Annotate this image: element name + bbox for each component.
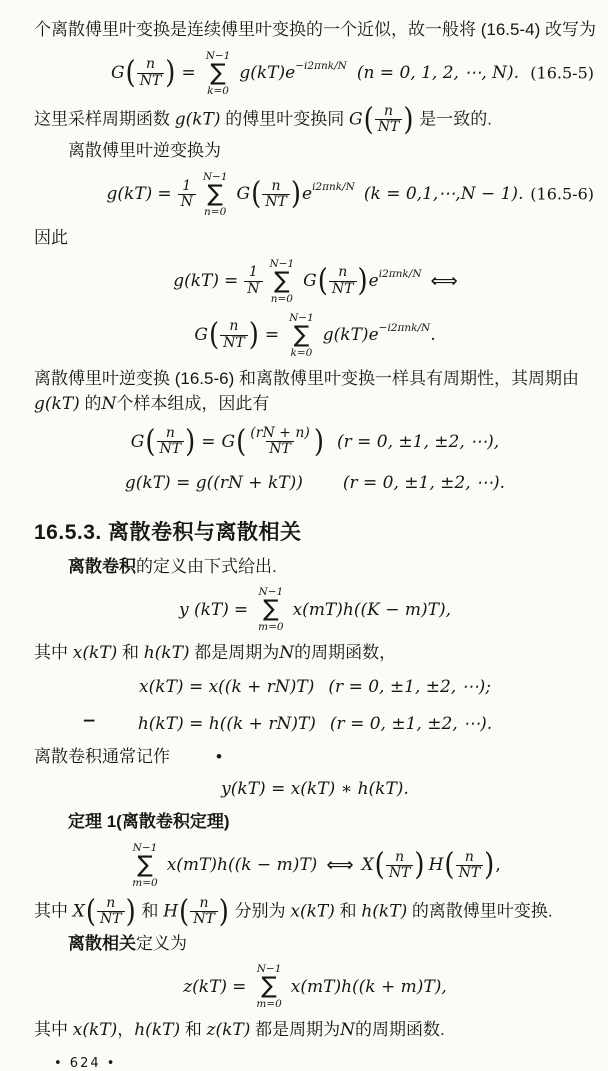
sigma-symbol: ∑	[137, 851, 153, 878]
paragraph-sampling-note	[34, 101, 596, 138]
sum-upper-limit: N−1	[256, 963, 282, 976]
sigma-symbol: ∑	[207, 180, 223, 207]
close-paren: )	[484, 847, 495, 884]
text-run: 离散卷积通常记作	[34, 746, 170, 766]
equation-correlation-def	[34, 963, 596, 1010]
math-run: e	[368, 271, 379, 292]
fraction-denominator: NT	[456, 865, 484, 881]
fraction-stack	[220, 319, 248, 351]
fraction	[235, 423, 325, 460]
term-bold: 离散卷积	[68, 556, 136, 576]
math-run: (k = 0,1,⋯,N − 1).	[363, 184, 524, 205]
equation-body	[125, 473, 505, 493]
summation-sigma	[132, 842, 157, 889]
close-paren: )	[357, 263, 368, 300]
fraction-stack	[137, 57, 165, 89]
fraction	[244, 265, 262, 297]
equation-convolution-theorem	[34, 842, 596, 889]
sum-lower-limit: k=0	[207, 84, 229, 97]
fraction-denominator: N	[178, 194, 196, 210]
fraction-stack	[329, 265, 357, 297]
math-run: x(kT) = x((k + rN)T)	[139, 676, 315, 697]
math-run: (n = 0, 1, 2, ⋯, N).	[356, 63, 520, 84]
term-bold: 离散相关	[68, 933, 136, 953]
open-paren: (	[236, 423, 247, 460]
math-run: h(kT) = h((k + rN)T)	[137, 713, 316, 734]
fraction-numerator: n	[165, 424, 175, 441]
math-run: N	[101, 394, 117, 415]
open-paren: (	[317, 263, 328, 300]
math-run: G	[110, 63, 125, 84]
sum-lower-limit: m=0	[256, 998, 282, 1011]
text-run: •	[216, 746, 222, 766]
fraction	[85, 893, 137, 930]
text-run: 和	[117, 643, 144, 663]
math-run: x(kT)	[72, 1020, 118, 1041]
sum-lower-limit: n=0	[204, 205, 227, 218]
sigma-symbol: ∑	[263, 596, 279, 623]
close-paren: )	[403, 101, 414, 138]
math-operator: =	[264, 325, 280, 346]
equation-16-5-5	[34, 50, 596, 97]
open-paren: (	[125, 55, 136, 92]
open-paren: (	[444, 847, 455, 884]
math-run: g(kT) = g((rN + kT))	[124, 472, 303, 493]
equation-h-periodic	[34, 707, 596, 741]
equation-body	[130, 423, 500, 460]
sum-upper-limit: N−1	[205, 49, 231, 62]
fraction	[208, 317, 260, 354]
open-paren: (	[145, 423, 156, 460]
text-run: 是一致的.	[414, 109, 492, 128]
math-run: (r = 0, ±1, ±2, ⋯).	[342, 472, 506, 493]
close-paren: )	[185, 423, 196, 460]
math-run: x(mT)h((K − m)T),	[292, 599, 451, 620]
math-operator: =	[233, 599, 249, 620]
fraction-denominator: NT	[137, 73, 165, 89]
summation-sigma	[270, 258, 295, 305]
text-run: 的	[79, 394, 102, 414]
text-run: 这里采样周期函数	[34, 109, 175, 128]
page-number: • 624 •	[54, 1055, 117, 1071]
sum-lower-limit: k=0	[290, 346, 313, 359]
math-run: y (kT)	[178, 599, 229, 620]
superscript-exponent: i2πnk/N	[312, 181, 355, 194]
math-run: y(kT) = x(kT) ∗ h(kT).	[221, 779, 409, 800]
math-run: x(kT)	[72, 643, 118, 664]
equation-pair-inverse	[34, 312, 596, 359]
paragraph-correlation-periodic-note	[34, 1017, 596, 1044]
superscript-exponent: i2πnk/N	[378, 268, 422, 281]
fraction-numerator: 1	[248, 264, 258, 281]
math-run: x(kT)	[290, 901, 335, 922]
text-run: 和	[136, 901, 164, 921]
sum-lower-limit: n=0	[270, 292, 293, 305]
sum-lower-limit: m=0	[132, 876, 158, 889]
equation-body	[107, 171, 524, 218]
summation-sigma	[289, 312, 314, 359]
math-run: (r = 0, ±1, ±2, ⋯);	[328, 676, 491, 697]
close-paren: )	[248, 317, 259, 354]
sigma-symbol: ∑	[293, 321, 310, 348]
sum-lower-limit: m=0	[258, 621, 284, 634]
equation-body	[179, 586, 451, 633]
math-run: z(kT)	[183, 976, 228, 997]
equation-body	[138, 714, 492, 734]
paragraph-correlation-def-intro	[34, 931, 596, 957]
summation-sigma	[206, 50, 231, 97]
math-run: N	[279, 643, 295, 664]
fraction	[144, 423, 196, 460]
fraction-denominator: NT	[157, 441, 185, 457]
fraction-stack	[386, 850, 414, 882]
math-run: z(kT)	[206, 1020, 251, 1041]
superscript-exponent: −i2πnk/N	[295, 60, 347, 73]
fraction-numerator: (rN + n)	[250, 424, 310, 441]
equivalence-arrow-icon: ⟺	[326, 854, 353, 877]
math-run: G	[221, 431, 236, 452]
math-run: g(kT)	[106, 184, 153, 205]
fraction-numerator: n	[384, 102, 394, 119]
math-run: G	[348, 109, 363, 129]
fraction-denominator: NT	[266, 441, 294, 457]
math-run: G	[130, 431, 145, 452]
math-run: g(kT)	[34, 394, 80, 415]
fraction-denominator: NT	[262, 194, 290, 210]
equation-convolution-notation	[34, 772, 596, 806]
paragraph-dft-pair-note	[34, 893, 596, 930]
open-paren: (	[85, 893, 96, 930]
text-run: 离散傅里叶逆变换 (16.5-6) 和离散傅里叶变换一样具有周期性，其周期由	[34, 368, 579, 388]
sum-upper-limit: N−1	[269, 257, 295, 270]
paragraph-inverse-dft-intro: 离散傅里叶逆变换为	[68, 141, 221, 161]
text-run: 其中	[34, 1020, 73, 1040]
text-run: 的定义由下式给出.	[136, 556, 277, 576]
paragraph-therefore: 因此	[34, 228, 68, 248]
text-run: 和	[334, 901, 362, 921]
close-paren: )	[125, 893, 136, 930]
open-paren: (	[363, 101, 374, 138]
paragraph-periodic-functions	[34, 640, 596, 667]
text-run: 个样本组成，因此有	[116, 394, 270, 414]
close-paren: )	[165, 55, 176, 92]
math-run: X	[361, 855, 374, 876]
math-run: (r = 0, ±1, ±2, ⋯).	[329, 713, 493, 734]
math-run: h(kT)	[134, 1020, 181, 1041]
math-run: H	[163, 901, 179, 922]
math-run: N	[340, 1020, 356, 1041]
text-run: 的离散傅里叶变换.	[407, 901, 553, 921]
equation-number: (16.5-6)	[530, 184, 594, 204]
equation-convolution-def	[34, 586, 596, 633]
math-operator: =	[224, 271, 239, 292]
math-run: x(mT)h((k + m)T),	[290, 976, 447, 997]
equation-x-periodic	[34, 670, 596, 704]
fraction-denominator: NT	[329, 281, 357, 297]
text-run: 的周期函数.	[355, 1020, 445, 1040]
equation-body	[221, 779, 409, 799]
paragraph-periodicity	[34, 366, 596, 418]
fraction-stack	[262, 179, 290, 211]
text-run: 的傅里叶变换同	[220, 109, 349, 128]
summation-sigma	[258, 586, 283, 633]
sum-upper-limit: N−1	[132, 841, 158, 854]
fraction-denominator: NT	[97, 911, 125, 927]
equation-body	[173, 258, 457, 305]
text-run: 其中	[34, 901, 73, 921]
close-paren: )	[290, 176, 301, 213]
fraction-denominator: N	[244, 281, 262, 297]
math-operator: .	[430, 325, 436, 346]
open-paren: (	[208, 317, 220, 354]
fraction	[250, 176, 302, 213]
math-operator: =	[232, 976, 247, 997]
fraction-denominator: NT	[190, 911, 218, 927]
fraction-numerator: n	[229, 318, 239, 335]
fraction-denominator: NT	[375, 119, 403, 135]
fraction	[178, 179, 196, 211]
sigma-symbol: ∑	[261, 973, 277, 1000]
close-paren: )	[218, 893, 229, 930]
equation-16-5-6	[34, 171, 596, 218]
fraction-numerator: n	[145, 56, 155, 73]
stray-mark: −	[82, 710, 97, 731]
math-run: X	[72, 901, 85, 922]
theorem-1-heading: 定理 1(离散卷积定理)	[68, 812, 230, 832]
math-run: G	[194, 325, 208, 346]
fraction	[125, 55, 177, 92]
fraction-numerator: n	[395, 848, 405, 865]
fraction	[317, 263, 369, 300]
fraction-stack	[178, 179, 196, 211]
equation-periodicity-g	[34, 466, 596, 500]
math-run: g(kT)	[174, 109, 221, 129]
section-heading: 16.5.3. 离散卷积与离散相关	[34, 520, 302, 544]
fraction-stack	[375, 104, 403, 136]
equation-pair-forward	[34, 258, 596, 305]
sigma-symbol: ∑	[210, 59, 226, 86]
math-operator: =	[201, 431, 216, 452]
text-run: 都是周期为	[250, 1020, 341, 1040]
equation-body	[111, 50, 519, 97]
equivalence-arrow-icon: ⟺	[430, 270, 457, 293]
fraction-stack	[244, 265, 262, 297]
fraction-stack	[190, 896, 218, 928]
sum-upper-limit: N−1	[202, 170, 228, 183]
equation-number: (16.5-5)	[530, 63, 594, 83]
math-operator: =	[181, 63, 196, 84]
fraction-stack	[157, 426, 185, 458]
summation-sigma	[203, 171, 228, 218]
math-run: x(mT)h((k − m)T)	[166, 855, 318, 876]
fraction-numerator: n	[464, 848, 474, 865]
equation-body	[194, 312, 435, 359]
open-paren: (	[179, 893, 190, 930]
math-run: e	[302, 184, 313, 205]
summation-sigma	[256, 963, 281, 1010]
math-operator: =	[157, 184, 172, 205]
fraction-stack	[97, 896, 125, 928]
math-run: G	[303, 271, 317, 292]
math-run: H	[428, 855, 444, 876]
fraction-numerator: 1	[182, 177, 192, 194]
equation-body	[183, 963, 447, 1010]
fraction-denominator: NT	[220, 335, 248, 351]
close-paren: )	[313, 423, 324, 460]
math-run: h(kT)	[361, 901, 408, 922]
fraction	[443, 847, 495, 884]
sum-upper-limit: N−1	[289, 311, 314, 324]
math-operator: ,	[495, 855, 501, 876]
fraction	[363, 101, 415, 138]
equation-body	[129, 842, 500, 889]
open-paren: (	[374, 847, 385, 884]
fraction-denominator: NT	[386, 865, 414, 881]
text-run: 分别为	[229, 901, 291, 921]
fraction-stack	[247, 426, 313, 458]
math-run: g(kT)	[173, 271, 219, 292]
paragraph-convolution-def-intro	[34, 554, 596, 580]
superscript-exponent: −i2πnk/N	[378, 322, 431, 335]
fraction-numerator: n	[271, 177, 281, 194]
math-run: G	[236, 184, 251, 205]
text-run: 其中	[34, 643, 73, 663]
fraction	[374, 847, 426, 884]
equation-body	[139, 677, 491, 697]
sigma-symbol: ∑	[274, 267, 290, 294]
fraction-stack	[456, 850, 484, 882]
math-run: h(kT)	[143, 643, 190, 664]
text-run: 的周期函数，	[294, 643, 397, 663]
close-paren: )	[414, 847, 425, 884]
paragraph-convolution-notation	[34, 744, 596, 770]
math-run: g(kT)e	[322, 325, 379, 346]
open-paren: (	[251, 176, 262, 213]
text-run: 和	[180, 1020, 207, 1040]
fraction-numerator: n	[199, 895, 209, 912]
paragraph-intro: 个离散傅里叶变换是连续傅里叶变换的一个近似，故一般将 (16.5-4) 改写为	[34, 20, 596, 39]
fraction	[178, 893, 230, 930]
text-run: ，	[117, 1020, 135, 1040]
fraction-numerator: n	[106, 895, 116, 912]
equation-periodicity-G	[34, 425, 596, 459]
fraction-numerator: n	[338, 264, 348, 281]
sum-upper-limit: N−1	[258, 586, 284, 599]
math-run: g(kT)e	[239, 63, 296, 84]
text-run: 定义为	[136, 933, 187, 953]
text-run: 都是周期为	[189, 643, 280, 663]
math-run: (r = 0, ±1, ±2, ⋯),	[336, 431, 500, 452]
